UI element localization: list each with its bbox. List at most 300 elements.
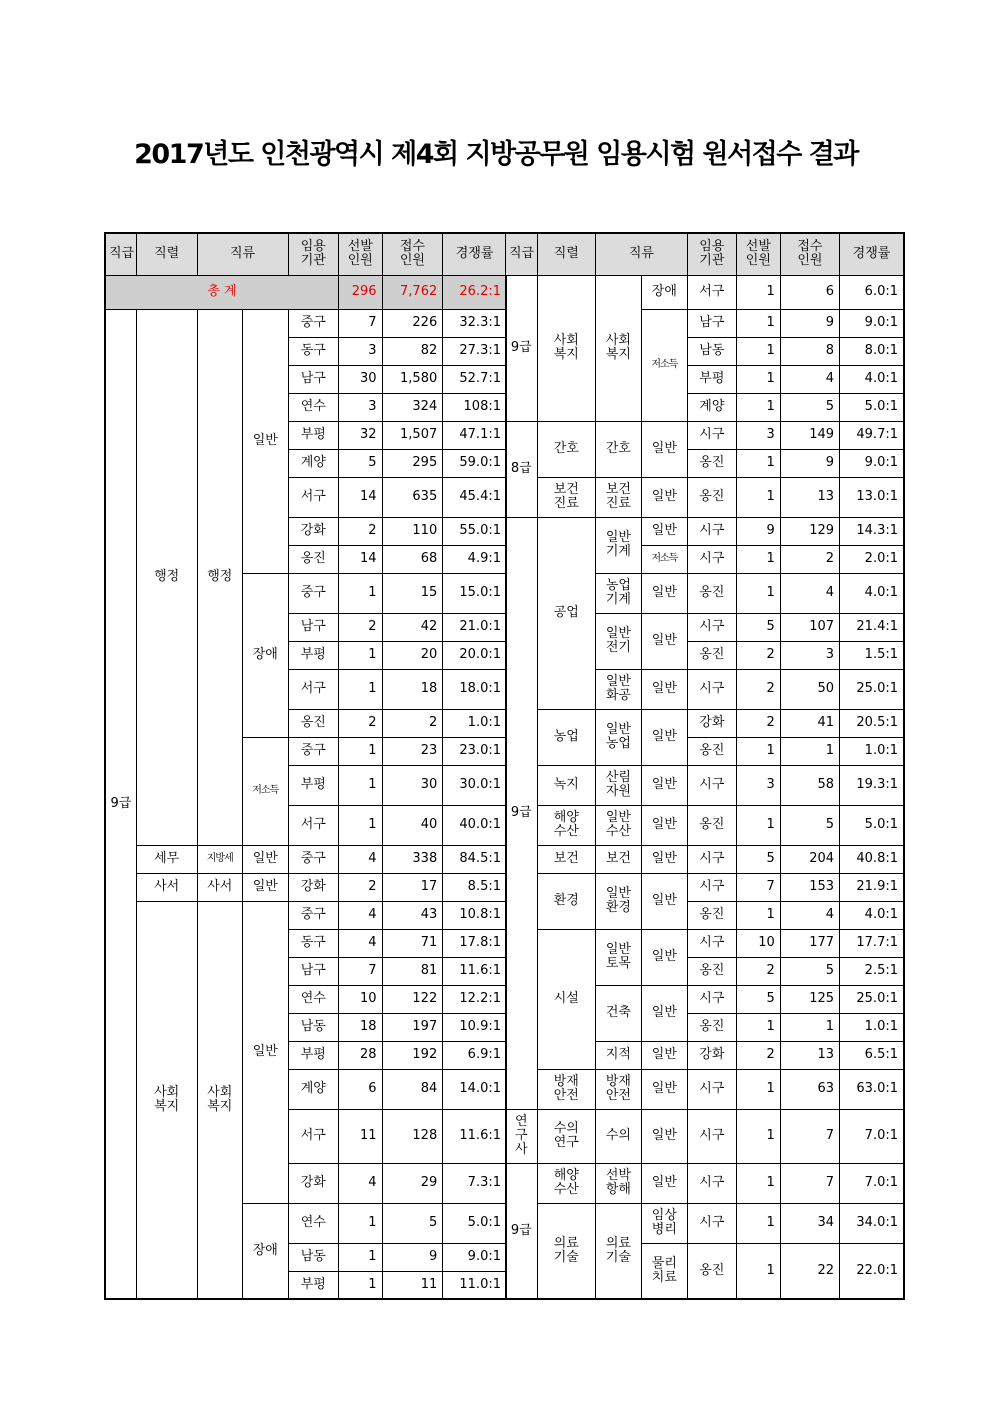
agency-cell: 강화 xyxy=(288,517,339,545)
class-cell: 일반 환경 xyxy=(595,873,641,929)
applied-count: 43 xyxy=(382,901,443,929)
agency-cell: 옹진 xyxy=(687,477,736,517)
competition-ratio: 6.5:1 xyxy=(840,1041,904,1069)
grade-cell: 9급 xyxy=(506,275,538,421)
results-table-right xyxy=(505,232,905,1300)
selected-count: 7 xyxy=(736,873,780,901)
type-cell: 일반 xyxy=(641,873,687,929)
type-cell: 일반 xyxy=(641,421,687,477)
type-cell: 장애 xyxy=(243,573,289,737)
class-cell: 일반 기계 xyxy=(595,517,641,573)
competition-ratio: 5.0:1 xyxy=(840,393,904,421)
selected-count: 1 xyxy=(339,641,382,669)
selected-count: 2 xyxy=(339,517,382,545)
selected-count: 2 xyxy=(339,873,382,901)
applied-count: 9 xyxy=(780,449,839,477)
class-cell: 수의 xyxy=(595,1109,641,1163)
applied-count: 63 xyxy=(780,1069,839,1109)
table-row xyxy=(506,1163,905,1203)
selected-count: 9 xyxy=(736,517,780,545)
applied-count: 125 xyxy=(780,985,839,1013)
competition-ratio: 49.7:1 xyxy=(840,421,904,449)
selected-count: 3 xyxy=(339,393,382,421)
selected-count: 1 xyxy=(339,737,382,765)
table-row xyxy=(506,929,905,957)
selected-count: 1 xyxy=(339,1203,382,1243)
agency-cell: 옹진 xyxy=(687,449,736,477)
class-cell: 일반 화공 xyxy=(595,669,641,709)
header-series: 직렬 xyxy=(537,233,595,275)
table-row xyxy=(506,421,905,449)
competition-ratio: 21.4:1 xyxy=(840,613,904,641)
competition-ratio: 47.1:1 xyxy=(443,421,507,449)
agency-cell: 강화 xyxy=(687,1041,736,1069)
type-cell: 일반 xyxy=(641,845,687,873)
competition-ratio: 8.0:1 xyxy=(840,337,904,365)
competition-ratio: 21.0:1 xyxy=(443,613,507,641)
agency-cell: 시구 xyxy=(687,1203,736,1243)
competition-ratio: 14.0:1 xyxy=(443,1069,507,1109)
agency-cell: 옹진 xyxy=(687,957,736,985)
applied-count: 7 xyxy=(780,1109,839,1163)
series-cell: 농업 xyxy=(537,709,595,765)
agency-cell: 부평 xyxy=(288,765,339,805)
selected-count: 1 xyxy=(736,477,780,517)
applied-count: 338 xyxy=(382,845,443,873)
series-cell: 사회 복지 xyxy=(537,275,595,421)
type-cell: 일반 xyxy=(641,929,687,985)
competition-ratio: 45.4:1 xyxy=(443,477,507,517)
agency-cell: 시구 xyxy=(687,669,736,709)
competition-ratio: 25.0:1 xyxy=(840,985,904,1013)
agency-cell: 연수 xyxy=(288,393,339,421)
class-cell: 산림 자원 xyxy=(595,765,641,805)
applied-count: 30 xyxy=(382,765,443,805)
agency-cell: 시구 xyxy=(687,421,736,449)
applied-count: 1 xyxy=(780,1013,839,1041)
agency-cell: 서구 xyxy=(288,805,339,845)
type-cell: 장애 xyxy=(641,275,687,309)
competition-ratio: 1.0:1 xyxy=(840,737,904,765)
agency-cell: 옹진 xyxy=(687,737,736,765)
selected-count: 2 xyxy=(736,957,780,985)
table-row xyxy=(105,901,507,929)
series-cell: 방재 안전 xyxy=(537,1069,595,1109)
applied-count: 41 xyxy=(780,709,839,737)
selected-count: 4 xyxy=(339,929,382,957)
agency-cell: 남동 xyxy=(687,337,736,365)
selected-count: 1 xyxy=(736,1069,780,1109)
type-cell: 임상 병리 xyxy=(641,1203,687,1243)
applied-count: 81 xyxy=(382,957,443,985)
type-cell: 일반 xyxy=(243,309,289,573)
competition-ratio: 4.0:1 xyxy=(840,901,904,929)
series-cell: 환경 xyxy=(537,873,595,929)
competition-ratio: 7.0:1 xyxy=(840,1163,904,1203)
selected-count: 5 xyxy=(736,845,780,873)
series-cell: 녹지 xyxy=(537,765,595,805)
competition-ratio: 4.9:1 xyxy=(443,545,507,573)
applied-count: 226 xyxy=(382,309,443,337)
total-ratio: 26.2:1 xyxy=(443,275,507,309)
competition-ratio: 10.8:1 xyxy=(443,901,507,929)
competition-ratio: 8.5:1 xyxy=(443,873,507,901)
competition-ratio: 1.0:1 xyxy=(840,1013,904,1041)
competition-ratio: 2.0:1 xyxy=(840,545,904,573)
agency-cell: 연수 xyxy=(288,985,339,1013)
class-cell: 지방세 xyxy=(197,845,243,873)
agency-cell: 시구 xyxy=(687,1163,736,1203)
agency-cell: 서구 xyxy=(687,275,736,309)
agency-cell: 옹진 xyxy=(687,1013,736,1041)
agency-cell: 시구 xyxy=(687,613,736,641)
competition-ratio: 4.0:1 xyxy=(840,573,904,613)
selected-count: 1 xyxy=(339,805,382,845)
selected-count: 10 xyxy=(736,929,780,957)
selected-count: 2 xyxy=(736,641,780,669)
selected-count: 1 xyxy=(736,1243,780,1299)
selected-count: 5 xyxy=(736,613,780,641)
competition-ratio: 15.0:1 xyxy=(443,573,507,613)
agency-cell: 중구 xyxy=(288,573,339,613)
table-row xyxy=(506,1069,905,1109)
competition-ratio: 7.3:1 xyxy=(443,1163,507,1203)
series-cell: 시설 xyxy=(537,929,595,1069)
selected-count: 1 xyxy=(339,765,382,805)
selected-count: 2 xyxy=(736,1041,780,1069)
competition-ratio: 23.0:1 xyxy=(443,737,507,765)
table-row xyxy=(506,477,905,517)
selected-count: 4 xyxy=(339,845,382,873)
applied-count: 5 xyxy=(780,393,839,421)
applied-count: 197 xyxy=(382,1013,443,1041)
table-row xyxy=(105,309,507,337)
agency-cell: 옹진 xyxy=(687,1243,736,1299)
total-row xyxy=(105,275,507,309)
applied-count: 71 xyxy=(382,929,443,957)
competition-ratio: 13.0:1 xyxy=(840,477,904,517)
applied-count: 153 xyxy=(780,873,839,901)
agency-cell: 시구 xyxy=(687,545,736,573)
competition-ratio: 6.0:1 xyxy=(840,275,904,309)
competition-ratio: 11.0:1 xyxy=(443,1271,507,1299)
applied-count: 68 xyxy=(382,545,443,573)
applied-count: 5 xyxy=(780,957,839,985)
grade-cell: 9급 xyxy=(506,1163,538,1299)
selected-count: 2 xyxy=(736,709,780,737)
selected-count: 6 xyxy=(339,1069,382,1109)
page-title: 2017년도 인천광역시 제4회 지방공무원 임용시험 원서접수 결과 xyxy=(134,139,858,170)
competition-ratio: 21.9:1 xyxy=(840,873,904,901)
applied-count: 192 xyxy=(382,1041,443,1069)
competition-ratio: 22.0:1 xyxy=(840,1243,904,1299)
selected-count: 1 xyxy=(736,737,780,765)
table-row xyxy=(506,1109,905,1163)
applied-count: 129 xyxy=(780,517,839,545)
type-cell: 저소득 xyxy=(641,545,687,573)
competition-ratio: 52.7:1 xyxy=(443,365,507,393)
agency-cell: 중구 xyxy=(288,737,339,765)
competition-ratio: 30.0:1 xyxy=(443,765,507,805)
competition-ratio: 32.3:1 xyxy=(443,309,507,337)
header-selected: 선발 인원 xyxy=(736,233,780,275)
class-cell: 선박 항해 xyxy=(595,1163,641,1203)
header-class: 직류 xyxy=(197,233,288,275)
type-cell: 일반 xyxy=(641,573,687,613)
type-cell: 일반 xyxy=(641,613,687,669)
applied-count: 2 xyxy=(382,709,443,737)
selected-count: 14 xyxy=(339,545,382,573)
agency-cell: 남구 xyxy=(288,957,339,985)
selected-count: 1 xyxy=(736,337,780,365)
agency-cell: 시구 xyxy=(687,929,736,957)
selected-count: 7 xyxy=(339,309,382,337)
applied-count: 11 xyxy=(382,1271,443,1299)
competition-ratio: 84.5:1 xyxy=(443,845,507,873)
header-grade: 직급 xyxy=(506,233,538,275)
agency-cell: 계양 xyxy=(288,1069,339,1109)
applied-count: 324 xyxy=(382,393,443,421)
applied-count: 177 xyxy=(780,929,839,957)
selected-count: 1 xyxy=(736,901,780,929)
competition-ratio: 20.0:1 xyxy=(443,641,507,669)
grade-cell: 8급 xyxy=(506,421,538,517)
competition-ratio: 25.0:1 xyxy=(840,669,904,709)
table-row xyxy=(105,845,507,873)
header-class: 직류 xyxy=(595,233,687,275)
class-cell: 일반 수산 xyxy=(595,805,641,845)
applied-count: 29 xyxy=(382,1163,443,1203)
agency-cell: 부평 xyxy=(288,1041,339,1069)
series-cell: 세무 xyxy=(136,845,197,873)
agency-cell: 서구 xyxy=(288,477,339,517)
competition-ratio: 40.0:1 xyxy=(443,805,507,845)
agency-cell: 서구 xyxy=(288,1109,339,1163)
selected-count: 30 xyxy=(339,365,382,393)
header-applied: 접수 인원 xyxy=(382,233,443,275)
selected-count: 4 xyxy=(339,1163,382,1203)
header-row xyxy=(506,233,905,275)
agency-cell: 옹진 xyxy=(288,545,339,573)
competition-ratio: 63.0:1 xyxy=(840,1069,904,1109)
applied-count: 84 xyxy=(382,1069,443,1109)
competition-ratio: 9.0:1 xyxy=(840,309,904,337)
agency-cell: 시구 xyxy=(687,1069,736,1109)
agency-cell: 시구 xyxy=(687,517,736,545)
applied-count: 635 xyxy=(382,477,443,517)
agency-cell: 남구 xyxy=(288,365,339,393)
total-label: 총 계 xyxy=(105,275,339,309)
series-cell: 수의 연구 xyxy=(537,1109,595,1163)
applied-count: 34 xyxy=(780,1203,839,1243)
type-cell: 일반 xyxy=(641,1041,687,1069)
table-row xyxy=(506,845,905,873)
competition-ratio: 34.0:1 xyxy=(840,1203,904,1243)
applied-count: 149 xyxy=(780,421,839,449)
applied-count: 1 xyxy=(780,737,839,765)
series-cell: 사서 xyxy=(136,873,197,901)
applied-count: 2 xyxy=(780,545,839,573)
series-cell: 간호 xyxy=(537,421,595,477)
applied-count: 13 xyxy=(780,477,839,517)
selected-count: 1 xyxy=(736,545,780,573)
class-cell: 일반 농업 xyxy=(595,709,641,765)
applied-count: 128 xyxy=(382,1109,443,1163)
applied-count: 58 xyxy=(780,765,839,805)
class-cell: 일반 토목 xyxy=(595,929,641,985)
applied-count: 20 xyxy=(382,641,443,669)
class-cell: 의료 기술 xyxy=(595,1203,641,1299)
table-row xyxy=(506,765,905,805)
agency-cell: 남동 xyxy=(288,1013,339,1041)
agency-cell: 옹진 xyxy=(687,901,736,929)
header-selected: 선발 인원 xyxy=(339,233,382,275)
selected-count: 1 xyxy=(736,365,780,393)
competition-ratio: 17.7:1 xyxy=(840,929,904,957)
header-agency: 임용 기관 xyxy=(288,233,339,275)
class-cell: 보건 xyxy=(595,845,641,873)
series-cell: 해양 수산 xyxy=(537,805,595,845)
total-applied: 7,762 xyxy=(382,275,443,309)
class-cell: 사회 복지 xyxy=(595,275,641,421)
table-row xyxy=(105,873,507,901)
applied-count: 122 xyxy=(382,985,443,1013)
selected-count: 3 xyxy=(339,337,382,365)
competition-ratio: 1.5:1 xyxy=(840,641,904,669)
applied-count: 9 xyxy=(382,1243,443,1271)
agency-cell: 옹진 xyxy=(687,805,736,845)
type-cell: 저소득 xyxy=(641,309,687,421)
table-row xyxy=(506,805,905,845)
class-cell: 보건 진료 xyxy=(595,477,641,517)
series-cell: 보건 진료 xyxy=(537,477,595,517)
applied-count: 1,580 xyxy=(382,365,443,393)
class-cell: 방재 안전 xyxy=(595,1069,641,1109)
applied-count: 5 xyxy=(780,805,839,845)
agency-cell: 시구 xyxy=(687,1109,736,1163)
selected-count: 1 xyxy=(339,669,382,709)
selected-count: 14 xyxy=(339,477,382,517)
agency-cell: 강화 xyxy=(687,709,736,737)
type-cell: 장애 xyxy=(243,1203,289,1299)
selected-count: 2 xyxy=(339,613,382,641)
selected-count: 1 xyxy=(736,1013,780,1041)
selected-count: 1 xyxy=(339,573,382,613)
selected-count: 1 xyxy=(339,1271,382,1299)
applied-count: 1,507 xyxy=(382,421,443,449)
competition-ratio: 19.3:1 xyxy=(840,765,904,805)
selected-count: 11 xyxy=(339,1109,382,1163)
class-cell: 일반 전기 xyxy=(595,613,641,669)
type-cell: 일반 xyxy=(243,873,289,901)
selected-count: 3 xyxy=(736,421,780,449)
applied-count: 4 xyxy=(780,573,839,613)
table-row xyxy=(506,517,905,545)
type-cell: 일반 xyxy=(641,985,687,1041)
competition-ratio: 17.8:1 xyxy=(443,929,507,957)
competition-ratio: 7.0:1 xyxy=(840,1109,904,1163)
agency-cell: 중구 xyxy=(288,309,339,337)
applied-count: 23 xyxy=(382,737,443,765)
selected-count: 4 xyxy=(339,901,382,929)
selected-count: 1 xyxy=(736,1109,780,1163)
agency-cell: 부평 xyxy=(288,1271,339,1299)
header-applied: 접수 인원 xyxy=(780,233,839,275)
applied-count: 40 xyxy=(382,805,443,845)
table-row xyxy=(506,873,905,901)
competition-ratio: 9.0:1 xyxy=(840,449,904,477)
type-cell: 일반 xyxy=(641,1163,687,1203)
competition-ratio: 14.3:1 xyxy=(840,517,904,545)
competition-ratio: 108:1 xyxy=(443,393,507,421)
applied-count: 5 xyxy=(382,1203,443,1243)
table-row xyxy=(506,1203,905,1243)
agency-cell: 계양 xyxy=(288,449,339,477)
type-cell: 일반 xyxy=(641,709,687,765)
competition-ratio: 6.9:1 xyxy=(443,1041,507,1069)
series-cell: 해양 수산 xyxy=(537,1163,595,1203)
applied-count: 9 xyxy=(780,309,839,337)
class-cell: 농업 기계 xyxy=(595,573,641,613)
competition-ratio: 10.9:1 xyxy=(443,1013,507,1041)
applied-count: 13 xyxy=(780,1041,839,1069)
competition-ratio: 11.6:1 xyxy=(443,1109,507,1163)
class-cell: 지적 xyxy=(595,1041,641,1069)
agency-cell: 강화 xyxy=(288,1163,339,1203)
selected-count: 1 xyxy=(736,573,780,613)
competition-ratio: 27.3:1 xyxy=(443,337,507,365)
selected-count: 1 xyxy=(736,449,780,477)
applied-count: 15 xyxy=(382,573,443,613)
type-cell: 일반 xyxy=(641,477,687,517)
selected-count: 28 xyxy=(339,1041,382,1069)
applied-count: 3 xyxy=(780,641,839,669)
agency-cell: 남구 xyxy=(288,613,339,641)
series-cell: 사회 복지 xyxy=(136,901,197,1299)
applied-count: 17 xyxy=(382,873,443,901)
competition-ratio: 5.0:1 xyxy=(840,805,904,845)
selected-count: 2 xyxy=(339,709,382,737)
selected-count: 7 xyxy=(339,957,382,985)
selected-count: 1 xyxy=(736,275,780,309)
applied-count: 4 xyxy=(780,901,839,929)
agency-cell: 시구 xyxy=(687,873,736,901)
competition-ratio: 5.0:1 xyxy=(443,1203,507,1243)
class-cell: 사회 복지 xyxy=(197,901,243,1299)
competition-ratio: 12.2:1 xyxy=(443,985,507,1013)
header-ratio: 경쟁률 xyxy=(443,233,507,275)
selected-count: 1 xyxy=(339,1243,382,1271)
selected-count: 2 xyxy=(736,669,780,709)
applied-count: 7 xyxy=(780,1163,839,1203)
selected-count: 18 xyxy=(339,1013,382,1041)
selected-count: 1 xyxy=(736,1203,780,1243)
agency-cell: 부평 xyxy=(687,365,736,393)
grade-cell: 9급 xyxy=(506,517,538,1109)
table-row xyxy=(506,709,905,737)
applied-count: 50 xyxy=(780,669,839,709)
table-row xyxy=(506,275,905,309)
applied-count: 295 xyxy=(382,449,443,477)
competition-ratio: 40.8:1 xyxy=(840,845,904,873)
class-cell: 행정 xyxy=(197,309,243,845)
selected-count: 5 xyxy=(736,985,780,1013)
applied-count: 204 xyxy=(780,845,839,873)
applied-count: 82 xyxy=(382,337,443,365)
type-cell: 물리 치료 xyxy=(641,1243,687,1299)
series-cell: 보건 xyxy=(537,845,595,873)
agency-cell: 남구 xyxy=(687,309,736,337)
